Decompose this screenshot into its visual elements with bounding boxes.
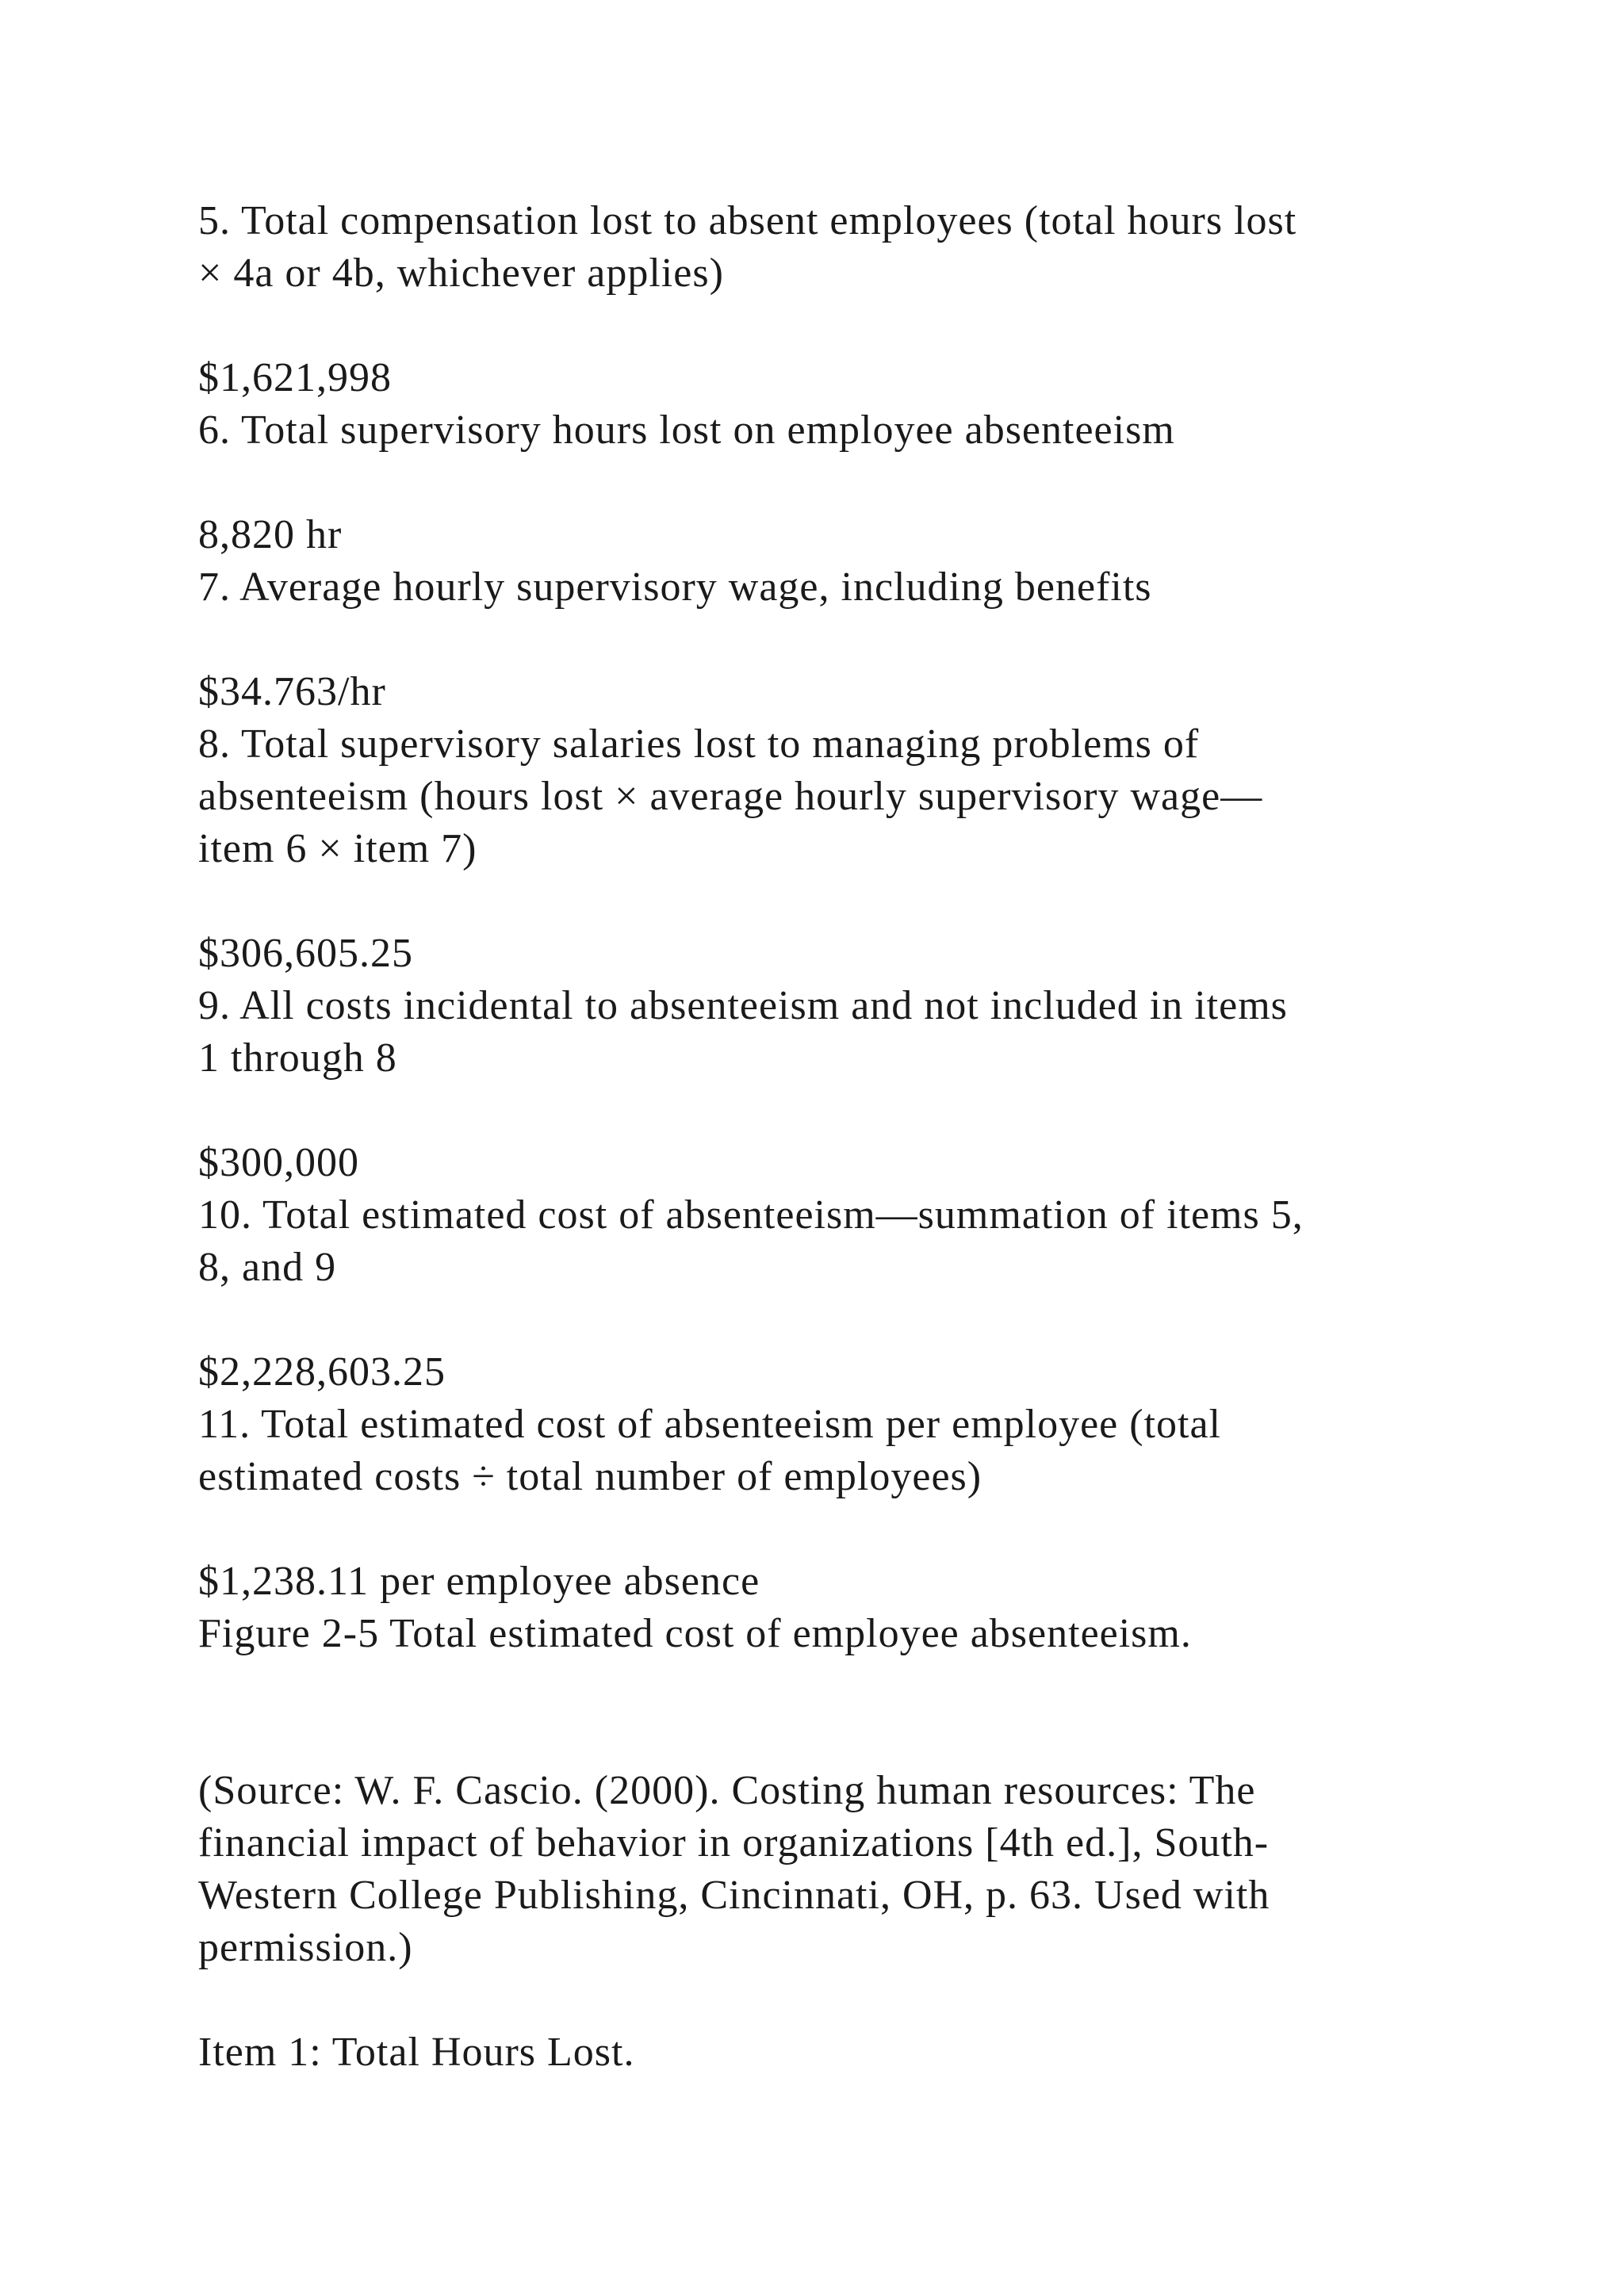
source-line: (Source: W. F. Cascio. (2000). Costing human resources: The: [198, 1768, 1256, 1813]
item-value: $2,228,603.25: [198, 1349, 446, 1395]
source-citation: [198, 1765, 1435, 1974]
item-description-line: 1 through 8: [198, 1035, 397, 1081]
document-page: [198, 195, 1435, 2079]
item-description-line: 11. Total estimated cost of absenteeism per employee (total: [198, 1402, 1221, 1447]
section-heading: Item 1: Total Hours Lost.: [198, 2030, 635, 2075]
item-value: $306,605.25: [198, 931, 413, 976]
item-value: $34.763/hr: [198, 669, 386, 714]
item-description-line: estimated costs ÷ total number of employees): [198, 1454, 982, 1499]
item-value: $1,621,998: [198, 355, 392, 400]
item-description-line: 9. All costs incidental to absenteeism and not included in items: [198, 983, 1288, 1028]
item-description-line: 5. Total compensation lost to absent employees (total hours lost: [198, 198, 1297, 243]
item-description-line: 8, and 9: [198, 1245, 337, 1290]
item-description-line: 6. Total supervisory hours lost on employee absenteeism: [198, 408, 1175, 453]
cost-item-6: [198, 404, 1435, 561]
item-value: $300,000: [198, 1140, 359, 1185]
cost-item-10: [198, 1189, 1435, 1399]
cost-item-7: [198, 561, 1435, 718]
item-description-line: item 6 × item 7): [198, 826, 477, 871]
source-line: Western College Publishing, Cincinnati, OH, p. 63. Used with: [198, 1873, 1270, 1918]
item-value: $1,238.11 per employee absence: [198, 1559, 760, 1604]
item-description-line: 10. Total estimated cost of absenteeism—summation of items 5,: [198, 1192, 1304, 1238]
item-value: 8,820 hr: [198, 512, 343, 557]
item-description-line: × 4a or 4b, whichever applies): [198, 251, 724, 296]
item-description-line: 8. Total supervisory salaries lost to managing problems of: [198, 721, 1200, 767]
cost-item-9: [198, 980, 1435, 1189]
cost-item-8: [198, 718, 1435, 980]
cost-item-5: [198, 195, 1435, 404]
item-description-line: 7. Average hourly supervisory wage, including benefits: [198, 564, 1152, 610]
figure-caption: Figure 2-5 Total estimated cost of employee absenteeism.: [198, 1611, 1192, 1656]
item-description-line: absenteeism (hours lost × average hourly supervisory wage—: [198, 774, 1263, 819]
source-line: permission.): [198, 1925, 413, 1970]
source-line: financial impact of behavior in organizations [4th ed.], South-: [198, 1820, 1270, 1866]
cost-item-11: [198, 1399, 1435, 1608]
